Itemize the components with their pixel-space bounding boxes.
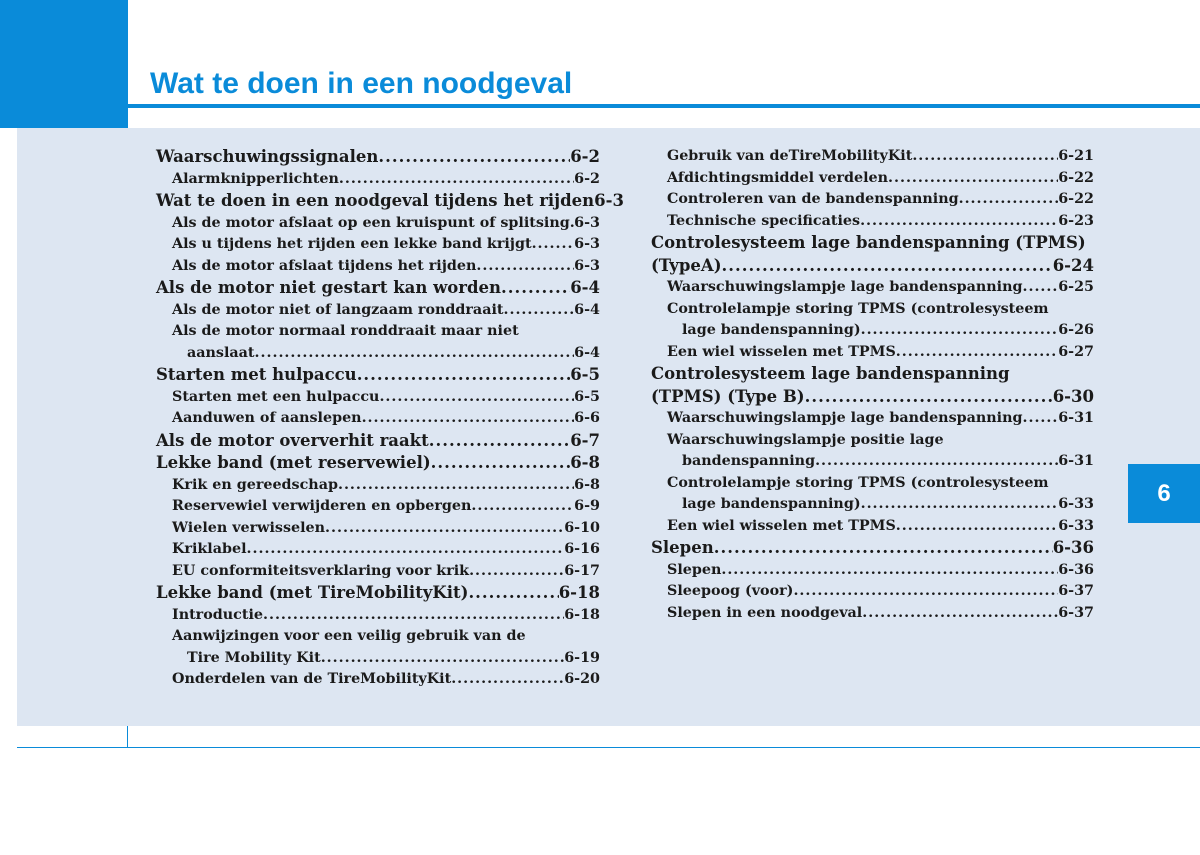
- toc-entry-title: Waarschuwingslampje positie lage: [667, 431, 944, 448]
- toc-entry[interactable]: [651, 408, 1094, 430]
- toc-entry-title: Slepen in een noodgeval: [667, 604, 863, 621]
- toc-entry-title: Starten met hulpaccu: [156, 365, 357, 384]
- toc-entry[interactable]: [156, 364, 600, 387]
- toc-entry-line: [156, 605, 600, 627]
- dot-leader: [451, 669, 564, 691]
- toc-entry[interactable]: [651, 603, 1094, 625]
- toc-entry-title: Lekke band (met reservewiel): [156, 453, 431, 472]
- dot-leader: [339, 169, 574, 191]
- toc-page-number: 6-33: [1058, 496, 1094, 512]
- toc-entry[interactable]: [651, 342, 1094, 364]
- toc-entry-line: [651, 146, 1094, 168]
- toc-page-number: 6-9: [574, 498, 600, 514]
- toc-entry-line: [156, 626, 600, 648]
- toc-page-number: 6-3: [594, 191, 624, 210]
- toc-entry-line: [651, 320, 1094, 342]
- toc-entry-title: Controlelampje storing TPMS (controlesysteem: [667, 474, 1049, 491]
- toc-entry-title: Waarschuwingslampje lage bandenspanning: [667, 279, 1023, 295]
- toc-entry-line: [156, 669, 600, 691]
- toc-entry[interactable]: [651, 232, 1094, 277]
- toc-entry-line: [156, 321, 600, 343]
- toc-entry-line: [651, 494, 1094, 516]
- toc-entry[interactable]: [156, 605, 600, 627]
- toc-entry-title: Wat te doen in een noodgeval tijdens het rijden: [156, 191, 595, 210]
- toc-entry-title: Controlesysteem lage bandenspanning (TPMS): [651, 233, 1086, 252]
- toc-entry-title: Lekke band (met TireMobilityKit): [156, 583, 469, 602]
- dot-leader: [862, 603, 1058, 625]
- toc-entry-title: Als de motor normaal ronddraait maar niet: [172, 323, 519, 339]
- dot-leader: [263, 605, 564, 627]
- toc-entry-line: [156, 169, 600, 191]
- toc-entry-title: Een wiel wisselen met TPMS: [667, 517, 896, 534]
- toc-page-number: 6-25: [1058, 279, 1094, 295]
- dot-leader: [805, 386, 1053, 409]
- toc-page-number: 6-26: [1058, 322, 1094, 338]
- toc-entry-title: Een wiel wisselen met TPMS: [667, 343, 896, 360]
- toc-entry[interactable]: [156, 213, 600, 235]
- toc-page-number: 6-36: [1058, 561, 1094, 578]
- toc-entry[interactable]: [651, 299, 1094, 342]
- toc-entry-title: Starten met een hulpaccu: [172, 388, 380, 405]
- dot-leader: [896, 516, 1058, 538]
- toc-entry-title: (TypeA): [651, 255, 722, 275]
- toc-entry-title: Slepen: [667, 561, 722, 578]
- toc-entry-title: Aanwijzingen voor een veilig gebruik van de: [172, 628, 526, 644]
- toc-entry[interactable]: [156, 190, 624, 213]
- toc-entry[interactable]: [156, 496, 600, 518]
- toc-page-number: 6-19: [564, 649, 600, 666]
- dot-leader: [379, 387, 574, 409]
- toc-entry-title: Controlelampje storing TPMS (controlesysteem: [667, 300, 1049, 317]
- toc-entry[interactable]: [156, 539, 600, 561]
- toc-entry-title: Als de motor oververhit raakt: [156, 430, 429, 450]
- toc-entry-title: Gebruik van deTireMobilityKit: [667, 148, 913, 164]
- toc-entry-line: [156, 364, 600, 387]
- toc-entry-line: [156, 539, 600, 561]
- toc-entry[interactable]: [651, 537, 1094, 560]
- toc-entry-line: [156, 213, 600, 235]
- dot-leader: [1023, 277, 1059, 299]
- toc-entry-title: Reservewiel verwijderen en opbergen: [172, 498, 472, 514]
- dot-leader: [255, 343, 575, 365]
- dot-leader: [793, 581, 1058, 603]
- dot-leader: [325, 518, 564, 540]
- toc-entry[interactable]: [156, 430, 600, 453]
- toc-page-number: 6-21: [1058, 148, 1094, 164]
- toc-column-left: [156, 146, 624, 691]
- toc-entry[interactable]: [156, 300, 600, 322]
- toc-entry-title: Technische specificaties: [667, 212, 861, 229]
- toc-entry-title: Als u tijdens het rijden een lekke band krijgt: [172, 236, 532, 252]
- toc-entry[interactable]: [651, 189, 1094, 211]
- toc-page-number: 6-3: [574, 257, 600, 274]
- dot-leader: [431, 452, 571, 475]
- toc-entry-title: Introductie: [172, 606, 263, 623]
- toc-entry-line: [651, 430, 1094, 452]
- toc-entry[interactable]: [156, 518, 600, 540]
- toc-column-right: [651, 146, 1094, 624]
- toc-page-number: 6-22: [1058, 191, 1094, 207]
- toc-page-number: 6-23: [1058, 212, 1094, 229]
- toc-entry-line: [651, 603, 1094, 625]
- toc-page-number: 6-8: [574, 476, 600, 493]
- toc-entry[interactable]: [156, 256, 600, 278]
- toc-entry-title: Als de motor afslaat op een kruispunt of splitsing: [172, 214, 570, 231]
- toc-entry[interactable]: [651, 473, 1094, 516]
- toc-entry-line: [156, 343, 600, 365]
- toc-entry-title: Waarschuwingssignalen: [156, 147, 379, 166]
- toc-entry-line: [651, 277, 1094, 299]
- chapter-corner-block: [0, 0, 128, 128]
- toc-entry-line: [651, 232, 1094, 255]
- toc-entry-line: [651, 211, 1094, 233]
- toc-entry-line: [651, 537, 1094, 560]
- toc-entry[interactable]: [651, 516, 1094, 538]
- toc-page-number: 6-6: [574, 410, 600, 426]
- toc-page-number: 6-7: [570, 430, 600, 450]
- toc-entry-line: [156, 234, 600, 256]
- dot-leader: [532, 234, 575, 256]
- toc-entry-title: Waarschuwingslampje lage bandenspanning: [667, 410, 1023, 426]
- toc-entry-line: [156, 190, 624, 213]
- toc-page-number: 6-33: [1058, 517, 1094, 534]
- toc-entry[interactable]: [156, 408, 600, 430]
- toc-entry[interactable]: [651, 581, 1094, 603]
- toc-page-number: 6-3: [574, 236, 600, 252]
- toc-entry-line: [651, 168, 1094, 190]
- toc-entry-line: [651, 189, 1094, 211]
- toc-page-number: 6-4: [574, 301, 600, 318]
- toc-entry-title: lage bandenspanning): [682, 496, 861, 512]
- toc-entry-line: [156, 387, 600, 409]
- toc-entry-title: Onderdelen van de TireMobilityKit: [172, 671, 452, 687]
- toc-page-number: 6-20: [564, 671, 600, 687]
- title-underline: [128, 104, 1200, 108]
- toc-page-number: 6-37: [1058, 604, 1094, 621]
- toc-entry-title: Als de motor niet gestart kan worden: [156, 278, 502, 297]
- toc-page-number: 6-31: [1058, 410, 1094, 426]
- toc-entry[interactable]: [156, 475, 600, 497]
- toc-entry-title: Als de motor afslaat tijdens het rijden: [172, 257, 477, 274]
- toc-entry-line: [651, 299, 1094, 321]
- toc-entry-line: [651, 473, 1094, 495]
- toc-page-number: 6-4: [574, 344, 600, 361]
- toc-page-number: 6-36: [1052, 538, 1094, 557]
- toc-page-number: 6-2: [574, 170, 600, 187]
- toc-page-number: 6-18: [564, 606, 600, 623]
- toc-entry-title: lage bandenspanning): [682, 322, 861, 338]
- toc-entry-line: [651, 516, 1094, 538]
- toc-page-number: 6-30: [1052, 386, 1094, 406]
- toc-entry-title: Alarmknipperlichten: [172, 170, 339, 187]
- toc-entry-title: Als de motor niet of langzaam ronddraait: [172, 301, 504, 318]
- toc-entry-line: [156, 300, 600, 322]
- toc-entry-title: Tire Mobility Kit: [187, 649, 321, 666]
- toc-entry-line: [651, 255, 1094, 278]
- dot-leader: [714, 537, 1053, 560]
- toc-entry-line: [156, 146, 600, 169]
- toc-entry-line: [156, 277, 600, 300]
- dot-leader: [468, 582, 558, 605]
- toc-page-number: 6-2: [570, 147, 600, 166]
- toc-page-number: 6-31: [1058, 453, 1094, 469]
- toc-entry-line: [156, 582, 600, 605]
- toc-entry-line: [651, 363, 1094, 386]
- toc-entry[interactable]: [156, 561, 600, 583]
- toc-entry[interactable]: [156, 277, 600, 300]
- dot-leader: [861, 320, 1059, 342]
- toc-entry-line: [156, 518, 600, 540]
- dot-leader: [959, 189, 1059, 211]
- toc-page-number: 6-5: [570, 365, 600, 384]
- toc-entry-title: Sleepoog (voor): [667, 583, 794, 599]
- dot-leader: [896, 342, 1058, 364]
- toc-page-number: 6-27: [1058, 343, 1094, 360]
- dot-leader: [469, 561, 564, 583]
- dot-leader: [378, 146, 570, 169]
- toc-entry-line: [651, 342, 1094, 364]
- toc-entry-line: [156, 256, 600, 278]
- toc-entry[interactable]: [651, 277, 1094, 299]
- toc-page-number: 6-8: [570, 453, 600, 472]
- toc-entry-line: [651, 560, 1094, 582]
- toc-entry[interactable]: [651, 168, 1094, 190]
- toc-entry-title: Controlesysteem lage bandenspanning: [651, 364, 1010, 383]
- toc-entry[interactable]: [651, 211, 1094, 233]
- dot-leader: [247, 539, 565, 561]
- toc-page-number: 6-10: [564, 519, 600, 536]
- toc-page-number: 6-5: [574, 388, 600, 405]
- toc-entry-line: [156, 452, 600, 475]
- toc-entry[interactable]: [156, 387, 600, 409]
- toc-entry[interactable]: [156, 234, 600, 256]
- toc-entry[interactable]: [156, 626, 600, 669]
- toc-entry[interactable]: [651, 430, 1094, 473]
- toc-entry-title: Aanduwen of aanslepen: [172, 410, 362, 426]
- toc-entry-title: Slepen: [651, 538, 714, 557]
- toc-entry[interactable]: [156, 321, 600, 364]
- toc-entry-line: [156, 430, 600, 453]
- toc-entry-line: [651, 451, 1094, 473]
- toc-entry-line: [156, 408, 600, 430]
- dot-leader: [722, 255, 1053, 278]
- toc-entry-line: [156, 496, 600, 518]
- dot-leader: [321, 648, 565, 670]
- toc-page-number: 6-4: [570, 278, 600, 297]
- dot-leader: [912, 146, 1058, 168]
- dot-leader: [815, 451, 1058, 473]
- toc-page-number: 6-22: [1058, 169, 1094, 186]
- dot-leader: [362, 408, 575, 430]
- toc-page-number: 6-37: [1058, 583, 1094, 599]
- dot-leader: [429, 430, 570, 453]
- toc-entry[interactable]: [156, 452, 600, 475]
- toc-entry-title: (TPMS) (Type B): [651, 386, 805, 406]
- toc-entry-title: bandenspanning: [682, 453, 816, 469]
- dot-leader: [501, 277, 570, 300]
- toc-entry-line: [156, 475, 600, 497]
- dot-leader: [888, 168, 1058, 190]
- bottom-rule: [17, 747, 1200, 748]
- toc-entry[interactable]: [156, 582, 600, 605]
- toc-page-number: 6-16: [564, 541, 600, 557]
- toc-entry-title: Wielen verwisselen: [172, 519, 326, 536]
- toc-entry-title: Controleren van de bandenspanning: [667, 191, 959, 207]
- toc-entry-line: [156, 561, 600, 583]
- toc-entry-title: aanslaat: [187, 344, 255, 361]
- dot-leader: [357, 364, 571, 387]
- toc-entry-title: Kriklabel: [172, 541, 247, 557]
- dot-leader: [338, 475, 574, 497]
- toc-entry[interactable]: [651, 146, 1094, 168]
- toc-entry-title: Krik en gereedschap: [172, 476, 338, 493]
- toc-page-number: 6-18: [558, 583, 600, 602]
- toc-entry-line: [651, 581, 1094, 603]
- dot-leader: [504, 300, 575, 322]
- toc-entry[interactable]: [156, 146, 600, 169]
- dot-leader: [471, 496, 574, 518]
- toc-page-number: 6-17: [564, 562, 600, 579]
- toc-entry[interactable]: [651, 363, 1094, 408]
- toc-entry-line: [651, 408, 1094, 430]
- dot-leader: [861, 494, 1059, 516]
- toc-entry[interactable]: [651, 560, 1094, 582]
- page-title: Wat te doen in een noodgeval: [150, 67, 573, 100]
- chapter-tab[interactable]: 6: [1128, 464, 1200, 523]
- toc-entry-title: EU conformiteitsverklaring voor krik: [172, 562, 470, 579]
- toc-entry-title: Afdichtingsmiddel verdelen: [667, 169, 889, 186]
- toc-entry-line: [651, 386, 1094, 409]
- toc-entry[interactable]: [156, 169, 600, 191]
- dot-leader: [721, 560, 1058, 582]
- toc-entry-line: [156, 648, 600, 670]
- toc-page-number: 6-24: [1052, 255, 1094, 275]
- toc-page-number: 6-3: [574, 214, 600, 231]
- toc-entry[interactable]: [156, 669, 600, 691]
- dot-leader: [1023, 408, 1059, 430]
- dot-leader: [860, 211, 1058, 233]
- dot-leader: [476, 256, 574, 278]
